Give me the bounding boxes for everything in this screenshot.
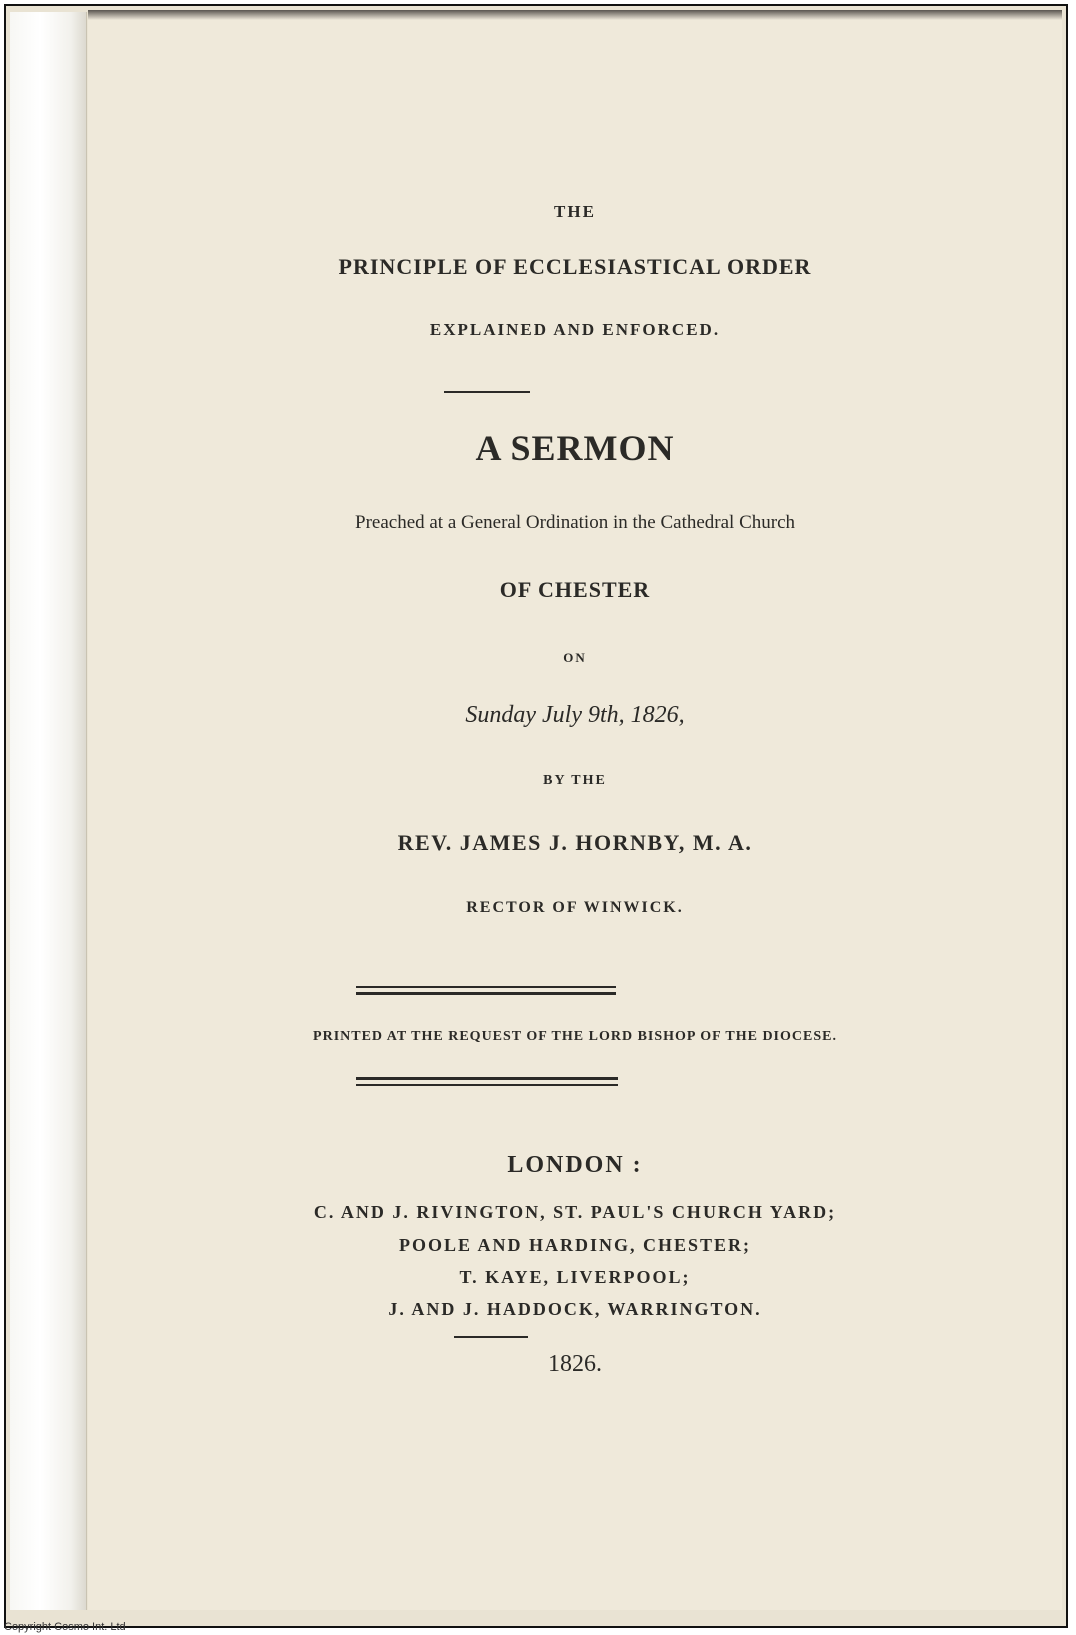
short-rule — [444, 391, 530, 393]
double-rule-top-2 — [356, 992, 616, 995]
publisher-line-4: J. AND J. HADDOCK, WARRINGTON. — [388, 1299, 762, 1319]
on-line: ON — [563, 650, 587, 665]
london-line: LONDON : — [507, 1152, 643, 1178]
preached-line: Preached at a General Ordination in the Cathedral Church — [355, 512, 795, 533]
copyright-watermark: Copyright Cosmo Int. Ltd — [4, 1621, 126, 1633]
author-line: REV. JAMES J. HORNBY, M. A. — [397, 830, 753, 855]
double-rule-bottom-1 — [356, 1077, 618, 1080]
the-heading: THE — [554, 202, 596, 221]
by-the-line: BY THE — [543, 773, 607, 788]
main-title: PRINCIPLE OF ECCLESIASTICAL ORDER — [338, 254, 812, 279]
year-line: 1826. — [548, 1351, 602, 1377]
year-rule — [454, 1336, 528, 1338]
page-top-shadow — [88, 10, 1062, 20]
double-rule-top-1 — [356, 986, 616, 988]
rector-line: RECTOR OF WINWICK. — [466, 899, 684, 916]
publisher-line-1: C. AND J. RIVINGTON, ST. PAUL'S CHURCH YARD; — [313, 1202, 837, 1222]
double-rule-bottom-2 — [356, 1084, 618, 1086]
title-subtitle: EXPLAINED AND ENFORCED. — [429, 320, 721, 339]
publisher-line-2: POOLE AND HARDING, CHESTER; — [398, 1235, 752, 1255]
publisher-line-3: T. KAYE, LIVERPOOL; — [459, 1267, 691, 1287]
printed-request: PRINTED AT THE REQUEST OF THE LORD BISHOP OF THE DIOCESE. — [313, 1029, 837, 1044]
date-line: Sunday July 9th, 1826, — [465, 702, 685, 728]
book-spine — [10, 12, 87, 1610]
sermon-heading: A SERMON — [475, 428, 675, 468]
chester-line: OF CHESTER — [499, 577, 651, 602]
